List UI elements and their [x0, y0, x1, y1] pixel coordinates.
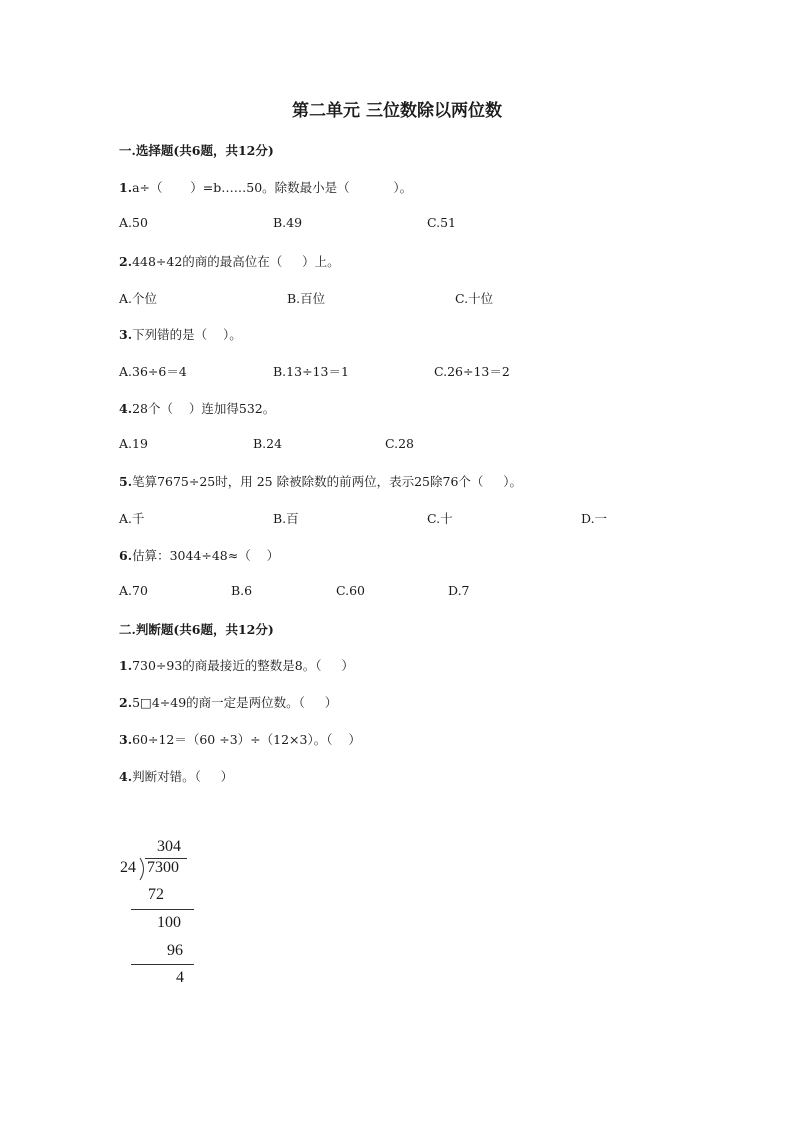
question-text: 5□4÷49的商一定是两位数。（ ）: [132, 695, 338, 710]
judgement-1: [119, 656, 354, 674]
question-4: [119, 399, 275, 417]
division-divisor: 24: [120, 859, 136, 876]
question-1: [119, 178, 412, 196]
option-a: A.19: [119, 436, 148, 451]
question-text: 笔算7675÷25时，用 25 除被除数的前两位，表示25除76个（ ）。: [132, 474, 523, 489]
question-text: 60÷12＝（60 ÷3）÷（12×3）。（ ）: [132, 732, 361, 747]
option-b: B.百: [273, 511, 299, 526]
question-3: [119, 325, 242, 343]
option-b: B.24: [253, 436, 283, 451]
question-number: 2.: [119, 254, 133, 269]
option-b: B.6: [231, 583, 253, 598]
question-text: 730÷93的商最接近的整数是8。（ ）: [132, 658, 354, 673]
option-c: C.60: [336, 583, 365, 598]
question-6: [119, 546, 279, 564]
judgement-2: [119, 693, 337, 711]
option-a: A.36÷6＝4: [119, 364, 187, 379]
division-remainder: 4: [176, 969, 184, 986]
question-text: 估算：3044÷48≈（ ）: [132, 548, 280, 563]
option-d: D.一: [581, 511, 608, 526]
question-2: [119, 252, 340, 270]
division-step-2: 100: [157, 914, 181, 931]
option-b: B.49: [273, 215, 303, 230]
division-dividend: 7300: [147, 859, 179, 876]
question-text: 下列错的是（ ）。: [132, 327, 242, 342]
division-step-1: 72: [148, 886, 164, 903]
option-c: C.51: [427, 215, 456, 230]
option-a: A.个位: [119, 291, 158, 306]
option-c: C.十: [427, 511, 453, 526]
judgement-3: [119, 730, 361, 748]
division-line-2: [131, 964, 194, 965]
option-c: C.十位: [455, 291, 494, 306]
option-a: A.70: [119, 583, 148, 598]
question-text: 28个（ ）连加得532。: [132, 401, 276, 416]
option-c: C.28: [385, 436, 414, 451]
division-line-1: [131, 909, 194, 910]
option-a: A.50: [119, 215, 148, 230]
option-d: D.7: [448, 583, 470, 598]
option-b: B.13÷13＝1: [273, 364, 349, 379]
question-text: 448÷42的商的最高位在（ ）上。: [132, 254, 340, 269]
question-number: 1.: [119, 180, 133, 195]
long-division: [117, 838, 207, 988]
option-c: C.26÷13＝2: [434, 364, 510, 379]
option-a: A.千: [119, 511, 145, 526]
question-number: 3.: [119, 732, 133, 747]
question-number: 3.: [119, 327, 133, 342]
division-step-3: 96: [167, 942, 183, 959]
division-quotient: 304: [157, 838, 181, 855]
question-text: 判断对错。（ ）: [132, 769, 234, 784]
option-b: B.百位: [287, 291, 326, 306]
judgement-4: [119, 767, 233, 785]
page-title: 第二单元 三位数除以两位数: [292, 101, 502, 121]
question-text: a÷（ ）=b……50。除数最小是（ ）。: [132, 180, 413, 195]
question-number: 4.: [119, 769, 133, 784]
question-number: 6.: [119, 548, 133, 563]
section-heading-judgement: 二.判断题(共6题，共12分): [119, 622, 274, 637]
question-number: 2.: [119, 695, 133, 710]
section-heading-choice: 一.选择题(共6题，共12分): [119, 143, 274, 158]
question-number: 5.: [119, 474, 133, 489]
question-number: 4.: [119, 401, 133, 416]
question-5: [119, 472, 522, 490]
question-number: 1.: [119, 658, 133, 673]
